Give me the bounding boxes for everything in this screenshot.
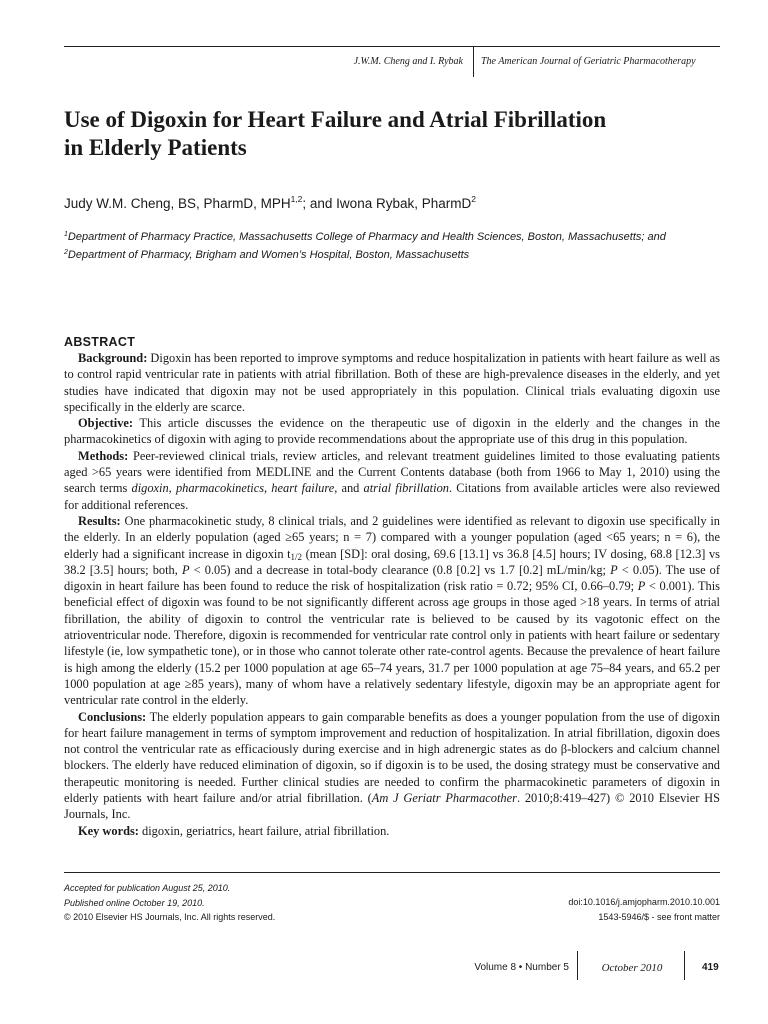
- results-text-e: < 0.001). This beneficial effect of digoxin was found to be not significantly different across age groups in those aged >18 years. In terms of atrial fibrillation, the ability of digoxin to control the ventricular rate is believed to be caused by its vagotonic effect on the atrioventricular node. Therefore, digoxin is recommended for ventricular rate control only in patients with heart failure or sedentary lifestyle (ie, low sympathetic tone), or in those who cannot tolerate other rate-control agents. Because the prevalence of heart failure is high among the elderly (15.2 per 1000 population at age 65–74 years, 31.7 per 1000 population at age 75–84 years, and 65.2 per 1000 population at age ≥85 years), many of whom have a relatively sedentary lifestyle, digoxin may be an appropriate agent for ventricular rate control in the elderly.: [64, 579, 720, 708]
- volume-issue: Volume 8 • Number 5: [474, 962, 569, 973]
- journal-citation: Am J Geriatr Pharmacother: [371, 791, 517, 806]
- keywords-text: digoxin, geriatrics, heart failure, atrial fibrillation.: [138, 823, 390, 838]
- header-divider: [473, 46, 474, 77]
- methods-text-b: , and: [334, 481, 364, 496]
- objective-label: Objective:: [78, 416, 134, 431]
- running-head-authors: J.W.M. Cheng and I. Rybak: [353, 56, 463, 67]
- doi-block: [568, 895, 720, 924]
- folio-divider: [684, 951, 685, 980]
- results-text-d: < 0.05). The use of digoxin in heart failure has been found to reduce the risk of hospitalization (risk ratio = 0.72; 95% CI, 0.66–0.79;: [64, 562, 720, 594]
- p-value-symbol: P: [181, 562, 190, 577]
- footer-rule: [64, 872, 720, 873]
- background-label: Background:: [78, 351, 148, 365]
- objective-text: This article discusses the evidence on the therapeutic use of digoxin in the elderly and the changes in the pharmacokinetics of digoxin with aging to provide recommendations about the appropriate use of this drug in this population.: [64, 416, 720, 447]
- running-head-journal: The American Journal of Geriatric Pharmacotherapy: [481, 56, 696, 67]
- methods-text-c: . Citations from available articles were also reviewed for additional references.: [64, 481, 721, 512]
- affiliation-1-mark: 1: [64, 231, 68, 238]
- p-value-symbol: P: [610, 562, 618, 577]
- page-number: 419: [702, 962, 719, 973]
- methods-search-term-2: atrial fibrillation: [363, 481, 449, 496]
- results-label: Results:: [78, 513, 121, 528]
- conclusions-text-a: The elderly population appears to gain comparable benefits as does a younger population from the use of digoxin for heart failure management in terms of symptom improvement and reduction of hospitalization. In atrial fibrillation, digoxin does not control the ventricular rate as efficaciously during exercise and in high adrenergic states as do β-blockers and calcium channel blockers. The elderly have reduced elimination of digoxin, so if digoxin is to be used, the dosing strategy must be conservative and therapeutic monitoring is needed. Further clinical studies are needed to confirm the pharmacokinetic parameters of digoxin in elderly patients with heart failure and/or atrial fibrillation. (: [64, 709, 720, 806]
- publication-history: [64, 881, 275, 925]
- issue-date: October 2010: [601, 962, 663, 974]
- results-text-c: < 0.05) and a decrease in total-body clearance (0.8 [0.2] vs 1.7 [0.2] mL/min/kg;: [189, 562, 611, 577]
- affiliation-1-text: Department of Pharmacy Practice, Massachusetts College of Pharmacy and Health Sciences, Boston, Massachusetts; and: [67, 231, 666, 243]
- author-1-affiliation-marks: 1,2: [290, 194, 303, 204]
- author-2-affiliation-mark: 2: [471, 194, 476, 204]
- published-date: Published online October 19, 2010.: [64, 897, 205, 908]
- results-text-b: (mean [SD]: oral dosing, 69.6 [13.1] vs 36.8 [4.5] hours; IV dosing, 68.8 [12.3] vs 38.2 [3.5] hours; both,: [64, 546, 720, 577]
- accepted-date: Accepted for publication August 25, 2010.: [64, 883, 231, 893]
- issn: 1543-5946/$ - see front matter: [598, 911, 720, 922]
- conclusions-label: Conclusions:: [78, 709, 147, 724]
- author-1: Judy W.M. Cheng, BS, PharmD, MPH: [64, 196, 291, 211]
- results-text-a: One pharmacokinetic study, 8 clinical trials, and 2 guidelines were identified as relevant to digoxin use specifically in the elderly. In an elderly population (aged ≥65 years; n = 7) compared with a younger population (aged <65 years; n = 6), the elderly had a significant increase in digoxin t: [64, 513, 720, 561]
- conclusions-text-b: . 2010;8:419–427) © 2010 Elsevier HS Journals, Inc.: [64, 791, 721, 822]
- folio-divider: [577, 951, 578, 980]
- methods-search-terms: digoxin, pharmacokinetics, heart failure: [131, 481, 335, 496]
- affiliation-2: [64, 246, 666, 264]
- abstract: [64, 334, 720, 839]
- affiliations: [64, 228, 666, 264]
- methods-text-a: Peer-reviewed clinical trials, review articles, and relevant treatment guidelines limited to those evaluating patients aged >65 years were identified from MEDLINE and the Current Contents database (both from 1966 to May 1, 2010) using the search terms: [64, 448, 720, 496]
- half-life-subscript: 1/2: [290, 551, 303, 562]
- affiliation-1: [64, 228, 666, 246]
- abstract-objective: [64, 415, 720, 448]
- abstract-results: [64, 513, 720, 709]
- copyright-notice: © 2010 Elsevier HS Journals, Inc. All rights reserved.: [64, 912, 276, 922]
- abstract-background: [64, 350, 720, 415]
- doi: doi:10.1016/j.amjopharm.2010.10.001: [568, 897, 720, 907]
- p-value-symbol: P: [637, 579, 646, 594]
- header-rule: [64, 46, 720, 47]
- title-line-2: in Elderly Patients: [64, 135, 247, 160]
- abstract-heading: ABSTRACT: [64, 335, 136, 349]
- affiliation-2-mark: 2: [64, 249, 68, 256]
- abstract-keywords: [64, 823, 720, 839]
- author-line: [64, 196, 476, 211]
- methods-label: Methods:: [78, 448, 129, 463]
- affiliation-2-text: Department of Pharmacy, Brigham and Women’s Hospital, Boston, Massachusetts: [67, 249, 470, 261]
- author-2: ; and Iwona Rybak, PharmD: [302, 196, 472, 211]
- title-line-1: Use of Digoxin for Heart Failure and Atrial Fibrillation: [64, 107, 607, 132]
- abstract-conclusions: [64, 709, 720, 823]
- keywords-label: Key words:: [78, 823, 139, 838]
- abstract-methods: [64, 448, 720, 513]
- background-text: Digoxin has been reported to improve symptoms and reduce hospitalization in patients with heart failure as well as to control rapid ventricular rate in patients with atrial fibrillation. Both of these are high-prevalence diseases in the elderly, and yet studies have indicated that digoxin may not be used appropriately in this population. Clinical trials evaluating digoxin use specifically in the elderly are scarce.: [64, 351, 720, 414]
- article-title: [64, 106, 724, 162]
